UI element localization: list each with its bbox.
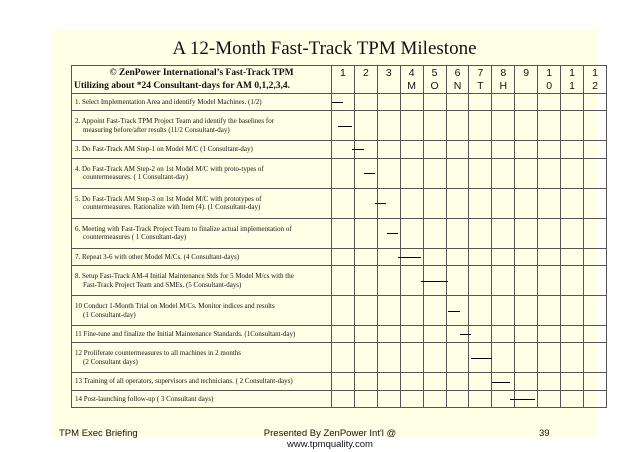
month-cell [583, 111, 606, 141]
month-cell [446, 218, 469, 248]
milestone-bar [375, 203, 386, 204]
month-cell [377, 158, 400, 188]
month-cell [400, 390, 423, 407]
milestone-bar [398, 257, 421, 258]
month-cell [561, 326, 584, 343]
month-cell [469, 390, 492, 407]
month-cell [492, 343, 515, 373]
month-cell [492, 188, 515, 218]
task-text-line-1: 12 Proliferate countermeasures to all machines in 2 months [75, 349, 242, 358]
header-row [72, 66, 607, 94]
month-cell [492, 111, 515, 141]
task-text-line-1: 11 Fine-tune and finalize the Initial Maintenance Standards. (1Consultant-day) [75, 329, 296, 338]
month-cell [561, 141, 584, 158]
month-header-8 [492, 66, 515, 94]
month-cell [423, 390, 446, 407]
month-cell [492, 94, 515, 111]
month-cell [538, 248, 561, 265]
month-cell [423, 218, 446, 248]
month-header-6 [446, 66, 469, 94]
month-cell [446, 343, 469, 373]
month-cell [354, 373, 377, 390]
month-cell [469, 326, 492, 343]
month-cell [469, 218, 492, 248]
month-cell [423, 111, 446, 141]
month-cell [446, 94, 469, 111]
task-row [72, 373, 607, 390]
month-digit-bottom: H [499, 80, 508, 92]
month-header-1 [332, 66, 355, 94]
footer-left: TPM Exec Briefing [59, 428, 138, 439]
month-digit-top: 4 [408, 67, 415, 79]
month-digit-bottom: 1 [569, 80, 575, 92]
month-cell [332, 141, 355, 158]
month-cell [515, 158, 538, 188]
month-cell [561, 111, 584, 141]
milestone-bar [510, 399, 535, 400]
month-cell [538, 326, 561, 343]
month-cell [423, 188, 446, 218]
month-header-4 [400, 66, 423, 94]
month-cell [377, 296, 400, 326]
month-header-3 [377, 66, 400, 94]
month-header-11 [561, 66, 584, 94]
footer-presenter: Presented By ZenPower Int'l @ [263, 428, 397, 439]
task-row [72, 296, 607, 326]
milestone-bar [492, 382, 510, 383]
month-cell [354, 265, 377, 295]
month-digit-top: 5 [431, 67, 438, 79]
month-cell [492, 248, 515, 265]
month-cell [561, 265, 584, 295]
task-description [72, 111, 332, 141]
task-text-line-1: 10 Conduct 1-Month Trial on Model M/Cs. Monitor indices and results [75, 302, 275, 311]
task-text-line-1: 6. Meeting with Fast-Track Project Team to finalize actual implementation of [75, 224, 292, 233]
month-cell [515, 111, 538, 141]
task-text-line-2: countermeasures. Rationalize with Item (4). (1 Consultant-day) [83, 203, 261, 212]
month-cell [469, 94, 492, 111]
month-cell [561, 296, 584, 326]
month-cell [377, 248, 400, 265]
month-cell [446, 158, 469, 188]
month-cell [492, 141, 515, 158]
month-cell [423, 248, 446, 265]
month-cell [400, 94, 423, 111]
month-cell [538, 141, 561, 158]
month-cell [423, 94, 446, 111]
month-cell [446, 141, 469, 158]
month-digit-top: 1 [569, 67, 575, 79]
task-row [72, 188, 607, 218]
month-digit-bottom: 0 [546, 80, 553, 92]
month-cell [515, 343, 538, 373]
month-digit-bottom: 2 [592, 80, 598, 92]
slide [52, 30, 598, 450]
month-cell [515, 373, 538, 390]
month-cell [538, 296, 561, 326]
month-cell [583, 326, 606, 343]
milestone-bar [364, 173, 375, 174]
month-cell [583, 141, 606, 158]
month-cell [583, 188, 606, 218]
month-cell [515, 94, 538, 111]
month-cell [377, 390, 400, 407]
month-cell [423, 141, 446, 158]
header-line-2: Utilizing about *24 Consultant-days for AM 0,1,2,3,4. [74, 80, 290, 91]
month-cell [583, 265, 606, 295]
month-cell [400, 296, 423, 326]
milestone-bar [352, 149, 363, 150]
month-cell [515, 296, 538, 326]
month-header-5 [423, 66, 446, 94]
task-text-line-2: countermeasures ( 1 Consultant-day) [83, 233, 187, 242]
month-digit-top: 1 [546, 67, 553, 79]
month-digit-bottom: T [477, 80, 484, 92]
task-text-line-2: measuring before/after results (11/2 Consultant-day) [83, 125, 230, 134]
month-cell [377, 326, 400, 343]
month-cell [354, 390, 377, 407]
month-cell [332, 343, 355, 373]
task-row [72, 343, 607, 373]
milestone-bar [460, 334, 471, 335]
task-row [72, 248, 607, 265]
month-cell [583, 296, 606, 326]
task-description [72, 296, 332, 326]
header-line-1: © ZenPower International’s Fast-Track TPM [109, 67, 294, 78]
month-header-10 [538, 66, 561, 94]
month-cell [538, 265, 561, 295]
month-cell [469, 296, 492, 326]
footer-url: www.tpmquality.com [287, 439, 373, 450]
month-cell [561, 94, 584, 111]
month-cell [583, 248, 606, 265]
month-cell [400, 218, 423, 248]
month-cell [377, 343, 400, 373]
task-text-line-1: 13 Training of all operators, supervisors and technicians. ( 2 Consultant-days) [75, 377, 293, 386]
month-cell [561, 373, 584, 390]
task-text-line-1: 5. Do Fast-Track AM Step-3 on 1st Model M/C with prototypes of [75, 194, 262, 203]
month-cell [538, 390, 561, 407]
task-description [72, 248, 332, 265]
month-cell [332, 158, 355, 188]
task-description [72, 188, 332, 218]
month-cell [515, 218, 538, 248]
month-cell [400, 265, 423, 295]
month-cell [515, 188, 538, 218]
month-cell [515, 265, 538, 295]
task-description [72, 141, 332, 158]
month-cell [400, 343, 423, 373]
month-cell [561, 248, 584, 265]
month-cell [354, 296, 377, 326]
month-cell [469, 265, 492, 295]
month-cell [400, 373, 423, 390]
page-number: 39 [539, 428, 550, 439]
month-cell [423, 326, 446, 343]
month-cell [583, 390, 606, 407]
month-cell [583, 373, 606, 390]
month-cell [354, 248, 377, 265]
month-cell [538, 111, 561, 141]
month-cell [446, 111, 469, 141]
month-digit-top: 1 [340, 67, 346, 79]
month-digit-bottom: M [407, 80, 417, 92]
month-cell [561, 218, 584, 248]
month-cell [538, 158, 561, 188]
month-cell [423, 343, 446, 373]
month-cell [377, 141, 400, 158]
month-cell [492, 326, 515, 343]
task-text-line-1: 7. Repeat 3-6 with other Model M/Cs. (4 Consultant-days) [75, 252, 240, 261]
month-cell [515, 326, 538, 343]
month-cell [583, 94, 606, 111]
task-row [72, 141, 607, 158]
month-cell [354, 94, 377, 111]
task-description [72, 390, 332, 407]
month-cell [332, 373, 355, 390]
task-description [72, 265, 332, 295]
task-text-line-2: (1 Consultant-day) [83, 310, 136, 319]
month-cell [377, 111, 400, 141]
month-digit-bottom: N [453, 80, 462, 92]
month-cell [469, 373, 492, 390]
month-cell [332, 265, 355, 295]
task-text-line-1: 2. Appoint Fast-Track TPM Project Team and identify the baselines for [75, 117, 275, 126]
milestone-bar [387, 233, 398, 234]
month-cell [400, 158, 423, 188]
month-cell [492, 158, 515, 188]
task-description [72, 326, 332, 343]
month-cell [377, 94, 400, 111]
month-cell [332, 326, 355, 343]
month-cell [492, 296, 515, 326]
task-row [72, 158, 607, 188]
month-cell [354, 111, 377, 141]
task-description [72, 94, 332, 111]
month-cell [469, 141, 492, 158]
month-cell [332, 188, 355, 218]
month-cell [354, 326, 377, 343]
month-cell [377, 373, 400, 390]
month-digit-top: 6 [454, 67, 461, 79]
month-cell [377, 265, 400, 295]
month-digit-top: 2 [362, 67, 369, 79]
month-cell [469, 188, 492, 218]
month-cell [354, 343, 377, 373]
month-cell [538, 94, 561, 111]
month-cell [446, 390, 469, 407]
month-cell [423, 158, 446, 188]
task-text-line-2: countermeasures. ( 1 Consultant-day) [83, 173, 188, 182]
month-digit-top: 1 [592, 67, 598, 79]
milestone-bar [332, 102, 343, 103]
month-cell [423, 296, 446, 326]
month-cell [400, 111, 423, 141]
month-cell [332, 248, 355, 265]
month-cell [515, 141, 538, 158]
month-cell [332, 296, 355, 326]
month-cell [332, 218, 355, 248]
milestone-bar [338, 126, 352, 127]
month-cell [446, 188, 469, 218]
month-cell [400, 188, 423, 218]
month-cell [446, 248, 469, 265]
header-description [72, 66, 332, 94]
month-cell [583, 343, 606, 373]
task-text-line-2: Fast-Track Project Team and SMEs. (5 Consultant-days) [83, 280, 242, 289]
milestone-bar [448, 311, 459, 312]
month-cell [469, 248, 492, 265]
task-row [72, 265, 607, 295]
month-cell [561, 188, 584, 218]
month-cell [561, 390, 584, 407]
milestone-table [71, 65, 607, 408]
month-cell [332, 390, 355, 407]
month-header-7 [469, 66, 492, 94]
task-text-line-1: 4. Do Fast-Track AM Step-2 on 1st Model M/C with proto-types of [75, 164, 264, 173]
footer-center [230, 428, 430, 450]
task-text-line-1: 14 Post-launching follow-up ( 3 Consultant days) [75, 394, 214, 403]
month-cell [492, 218, 515, 248]
task-text-line-1: 3. Do Fast-Track AM Step-1 on Model M/C (1 Consultant-day) [75, 145, 253, 154]
month-cell [400, 141, 423, 158]
month-cell [538, 373, 561, 390]
month-cell [538, 343, 561, 373]
task-row [72, 218, 607, 248]
month-cell [561, 158, 584, 188]
month-cell [561, 343, 584, 373]
month-cell [469, 158, 492, 188]
task-description [72, 218, 332, 248]
month-cell [583, 218, 606, 248]
month-header-9 [515, 66, 538, 94]
task-text-line-1: 8. Setup Fast-Track AM-4 Initial Maintenance Stds for 5 Model M/cs with the [75, 272, 294, 280]
month-digit-top: 3 [385, 67, 392, 79]
month-digit-top: 9 [523, 67, 530, 79]
month-header-2 [354, 66, 377, 94]
month-cell [446, 373, 469, 390]
month-cell [400, 326, 423, 343]
month-cell [354, 218, 377, 248]
task-description [72, 158, 332, 188]
month-digit-bottom: O [430, 80, 439, 92]
task-text-line-1: 1. Select Implementation Area and identify Model Machines. (1/2) [75, 97, 262, 106]
month-cell [492, 265, 515, 295]
month-cell [583, 158, 606, 188]
milestone-bar [471, 358, 492, 359]
slide-title: A 12-Month Fast-Track TPM Milestone [172, 38, 477, 59]
month-digit-top: 8 [500, 67, 507, 79]
month-cell [354, 188, 377, 218]
month-digit-top: 7 [477, 67, 484, 79]
milestone-bar [421, 281, 449, 282]
month-cell [515, 248, 538, 265]
month-cell [538, 188, 561, 218]
task-text-line-2: (2 Consultant days) [83, 357, 138, 366]
month-cell [446, 265, 469, 295]
task-row [72, 326, 607, 343]
task-description [72, 343, 332, 373]
month-cell [469, 111, 492, 141]
month-cell [423, 373, 446, 390]
month-cell [538, 218, 561, 248]
task-description [72, 373, 332, 390]
month-header-12 [583, 66, 606, 94]
